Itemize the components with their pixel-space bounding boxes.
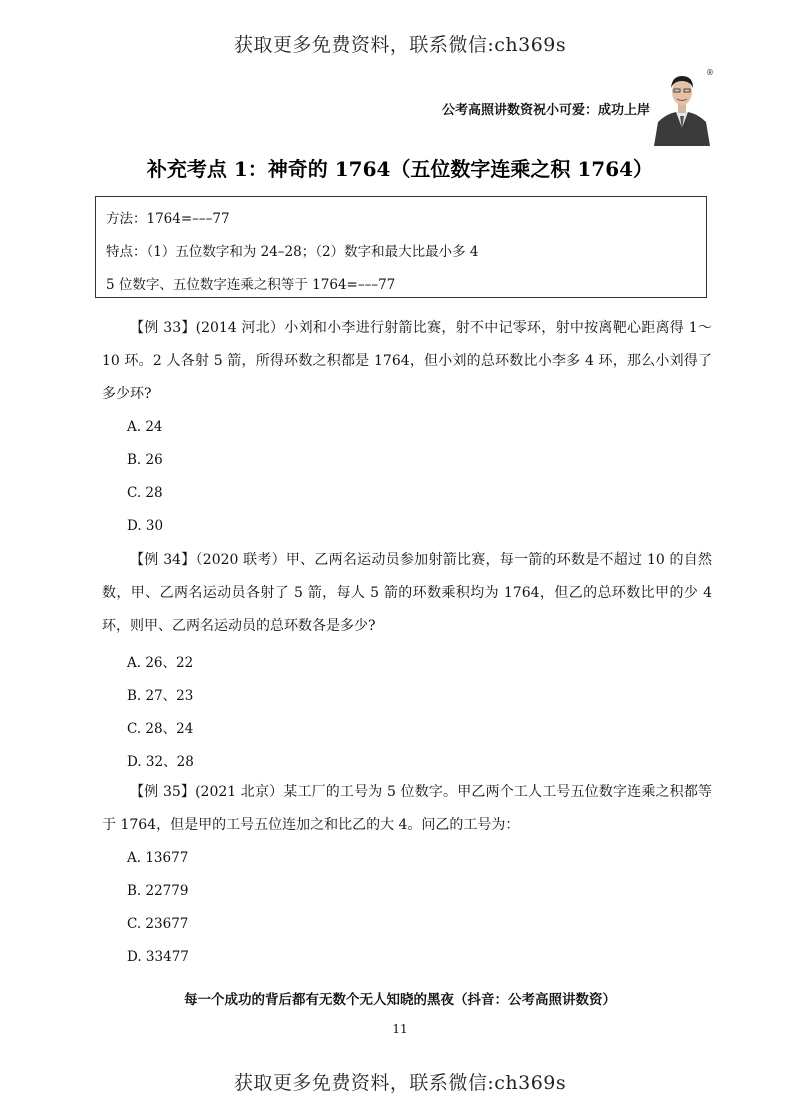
question-35-option-d: D. 33477 [127,949,189,965]
question-34-option-c: C. 28、24 [127,721,194,737]
bottom-watermark: 获取更多免费资料，联系微信:ch369s [233,1072,567,1094]
method-line: 方法：1764=–––77 [106,211,230,227]
question-34-stem: 【例 34】（2020 联考）甲、乙两名运动员参加射箭比赛，每一箭的环数是不超过 10 的自然数，甲、乙两名运动员各射了 5 箭，每人 5 箭的环数乘积均为 1764，但乙的总环数比甲的少 4 环，则甲、乙两名运动员的总环数各是多少? [102,552,712,634]
question-34-option-b: B. 27、23 [127,688,194,704]
question-34-option-a: A. 26、22 [127,655,194,671]
method-box [95,196,707,298]
question-35-option-a: A. 13677 [127,850,189,866]
teacher-portrait [652,64,712,146]
question-33-option-a: A. 24 [127,419,163,435]
question-35-option-b: B. 22779 [127,883,189,899]
question-33-option-c: C. 28 [127,485,163,501]
section-title: 补充考点 1：神奇的 1764（五位数字连乘之积 1764） [146,157,654,181]
summary-line: 5 位数字、五位数字连乘之积等于 1764=–––77 [106,277,396,293]
top-watermark: 获取更多免费资料，联系微信:ch369s [233,34,567,56]
question-35-option-c: C. 23677 [127,916,189,932]
question-33-option-b: B. 26 [127,452,163,468]
question-34-option-d: D. 32、28 [127,754,194,770]
question-33-option-d: D. 30 [127,518,164,534]
question-35-stem: 【例 35】(2021 北京）某工厂的工号为 5 位数字。甲乙两个工人工号五位数字连乘之积都等于 1764，但是甲的工号五位连加之和比乙的大 4。问乙的工号为： [102,784,712,833]
question-33-stem: 【例 33】(2014 河北）小刘和小李进行射箭比赛，射不中记零环，射中按离靶心距离得 1～10 环。2 人各射 5 箭，所得环数之积都是 1764，但小刘的总环数比小李多 4 环，那么小刘得了多少环? [102,320,712,402]
header-tagline: 公考高照讲数资祝小可爱：成功上岸 [441,103,650,118]
features-line: 特点：（1）五位数字和为 24–28；（2）数字和最大比最小多 4 [106,244,479,260]
page-number: 11 [392,1022,408,1036]
registered-mark-icon: ® [706,68,714,77]
footer-slogan: 每一个成功的背后都有无数个无人知晓的黑夜（抖音：公考高照讲数资） [184,992,616,1008]
